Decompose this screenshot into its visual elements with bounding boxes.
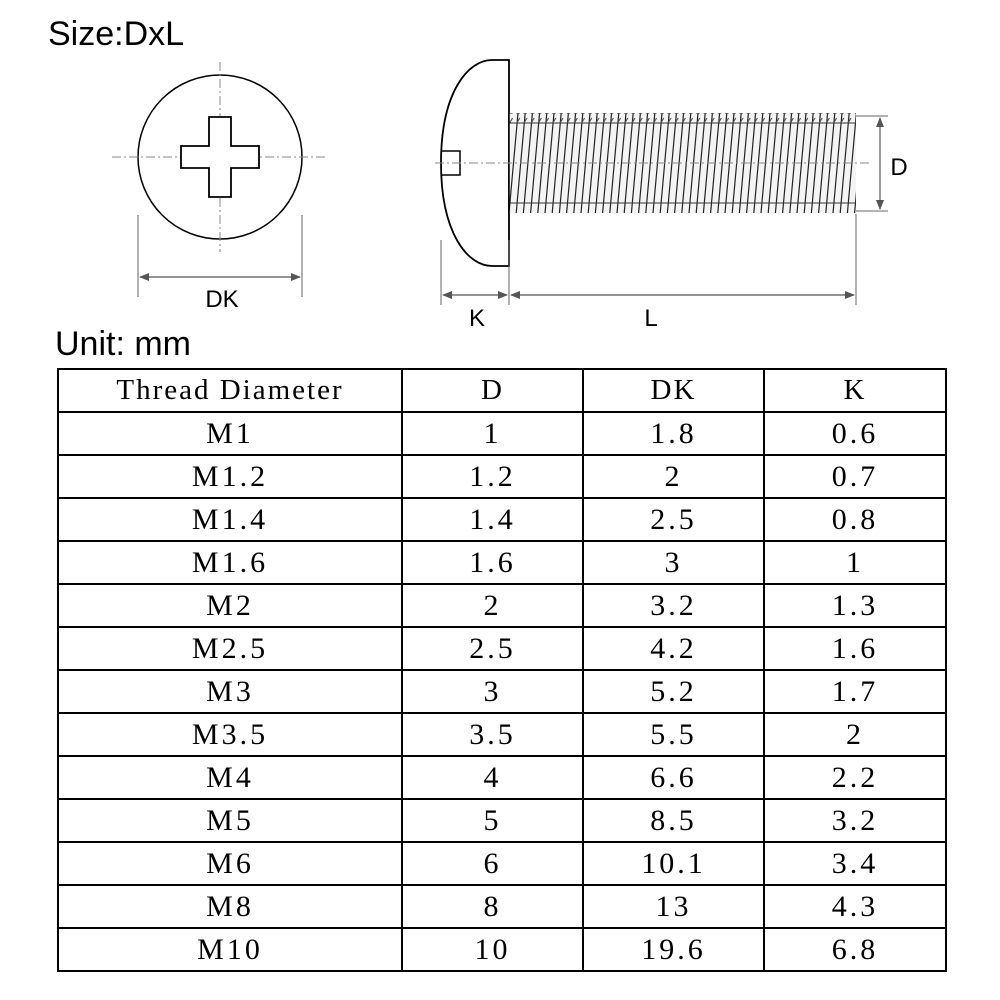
cell-thread-diameter: M2 xyxy=(58,584,402,627)
screw-spec-table xyxy=(57,368,947,972)
table-row xyxy=(58,455,946,498)
cell-dk: 13 xyxy=(583,885,764,928)
cell-d: 10 xyxy=(402,928,583,971)
cell-k: 2.2 xyxy=(764,756,946,799)
cell-dk: 5.2 xyxy=(583,670,764,713)
table-row xyxy=(58,799,946,842)
table-row xyxy=(58,584,946,627)
table-row xyxy=(58,627,946,670)
cell-k: 1.6 xyxy=(764,627,946,670)
header-dk: DK xyxy=(583,369,764,412)
table-row xyxy=(58,498,946,541)
cell-thread-diameter: M3 xyxy=(58,670,402,713)
cell-thread-diameter: M5 xyxy=(58,799,402,842)
cell-dk: 3 xyxy=(583,541,764,584)
cell-thread-diameter: M1.2 xyxy=(58,455,402,498)
unit-label: Unit: mm xyxy=(55,325,191,363)
header-d: D xyxy=(402,369,583,412)
cell-dk: 2.5 xyxy=(583,498,764,541)
cell-d: 1.6 xyxy=(402,541,583,584)
table-row xyxy=(58,928,946,971)
cell-thread-diameter: M2.5 xyxy=(58,627,402,670)
cell-k: 6.8 xyxy=(764,928,946,971)
cell-thread-diameter: M8 xyxy=(58,885,402,928)
header-k: K xyxy=(764,369,946,412)
cell-d: 3.5 xyxy=(402,713,583,756)
table-row xyxy=(58,541,946,584)
cell-k: 1.3 xyxy=(764,584,946,627)
cell-dk: 5.5 xyxy=(583,713,764,756)
cell-d: 2 xyxy=(402,584,583,627)
cell-k: 4.3 xyxy=(764,885,946,928)
screw-head-top-view-icon xyxy=(112,62,328,297)
cell-thread-diameter: M3.5 xyxy=(58,713,402,756)
cell-k: 0.6 xyxy=(764,412,946,455)
cell-k: 3.4 xyxy=(764,842,946,885)
cell-dk: 19.6 xyxy=(583,928,764,971)
cell-d: 8 xyxy=(402,885,583,928)
l-dimension-label: L xyxy=(644,305,658,332)
cell-dk: 4.2 xyxy=(583,627,764,670)
page-title: Size:DxL xyxy=(48,15,185,53)
cell-thread-diameter: M10 xyxy=(58,928,402,971)
screw-side-view-icon xyxy=(435,60,888,305)
header-thread-diameter: Thread Diameter xyxy=(58,369,402,412)
cell-d: 6 xyxy=(402,842,583,885)
cell-thread-diameter: M6 xyxy=(58,842,402,885)
d-dimension-label: D xyxy=(890,154,908,181)
cell-dk: 3.2 xyxy=(583,584,764,627)
cell-thread-diameter: M1.6 xyxy=(58,541,402,584)
cell-thread-diameter: M1.4 xyxy=(58,498,402,541)
cell-dk: 8.5 xyxy=(583,799,764,842)
cell-k: 1.7 xyxy=(764,670,946,713)
table-row xyxy=(58,842,946,885)
cell-k: 3.2 xyxy=(764,799,946,842)
table-row xyxy=(58,756,946,799)
cell-k: 0.8 xyxy=(764,498,946,541)
cell-k: 1 xyxy=(764,541,946,584)
cell-thread-diameter: M1 xyxy=(58,412,402,455)
screw-dimension-diagram xyxy=(0,0,1000,340)
cell-d: 5 xyxy=(402,799,583,842)
dk-dimension-label: DK xyxy=(205,286,239,313)
table-header-row xyxy=(58,369,946,412)
cell-thread-diameter: M4 xyxy=(58,756,402,799)
cell-dk: 1.8 xyxy=(583,412,764,455)
cell-k: 0.7 xyxy=(764,455,946,498)
table-row xyxy=(58,670,946,713)
table-row xyxy=(58,412,946,455)
cell-d: 4 xyxy=(402,756,583,799)
cell-d: 1 xyxy=(402,412,583,455)
cell-d: 1.2 xyxy=(402,455,583,498)
k-dimension-label: K xyxy=(468,305,486,332)
cell-k: 2 xyxy=(764,713,946,756)
cell-d: 1.4 xyxy=(402,498,583,541)
cell-dk: 2 xyxy=(583,455,764,498)
cell-dk: 6.6 xyxy=(583,756,764,799)
cell-d: 2.5 xyxy=(402,627,583,670)
cell-dk: 10.1 xyxy=(583,842,764,885)
table-row xyxy=(58,713,946,756)
cell-d: 3 xyxy=(402,670,583,713)
table-row xyxy=(58,885,946,928)
